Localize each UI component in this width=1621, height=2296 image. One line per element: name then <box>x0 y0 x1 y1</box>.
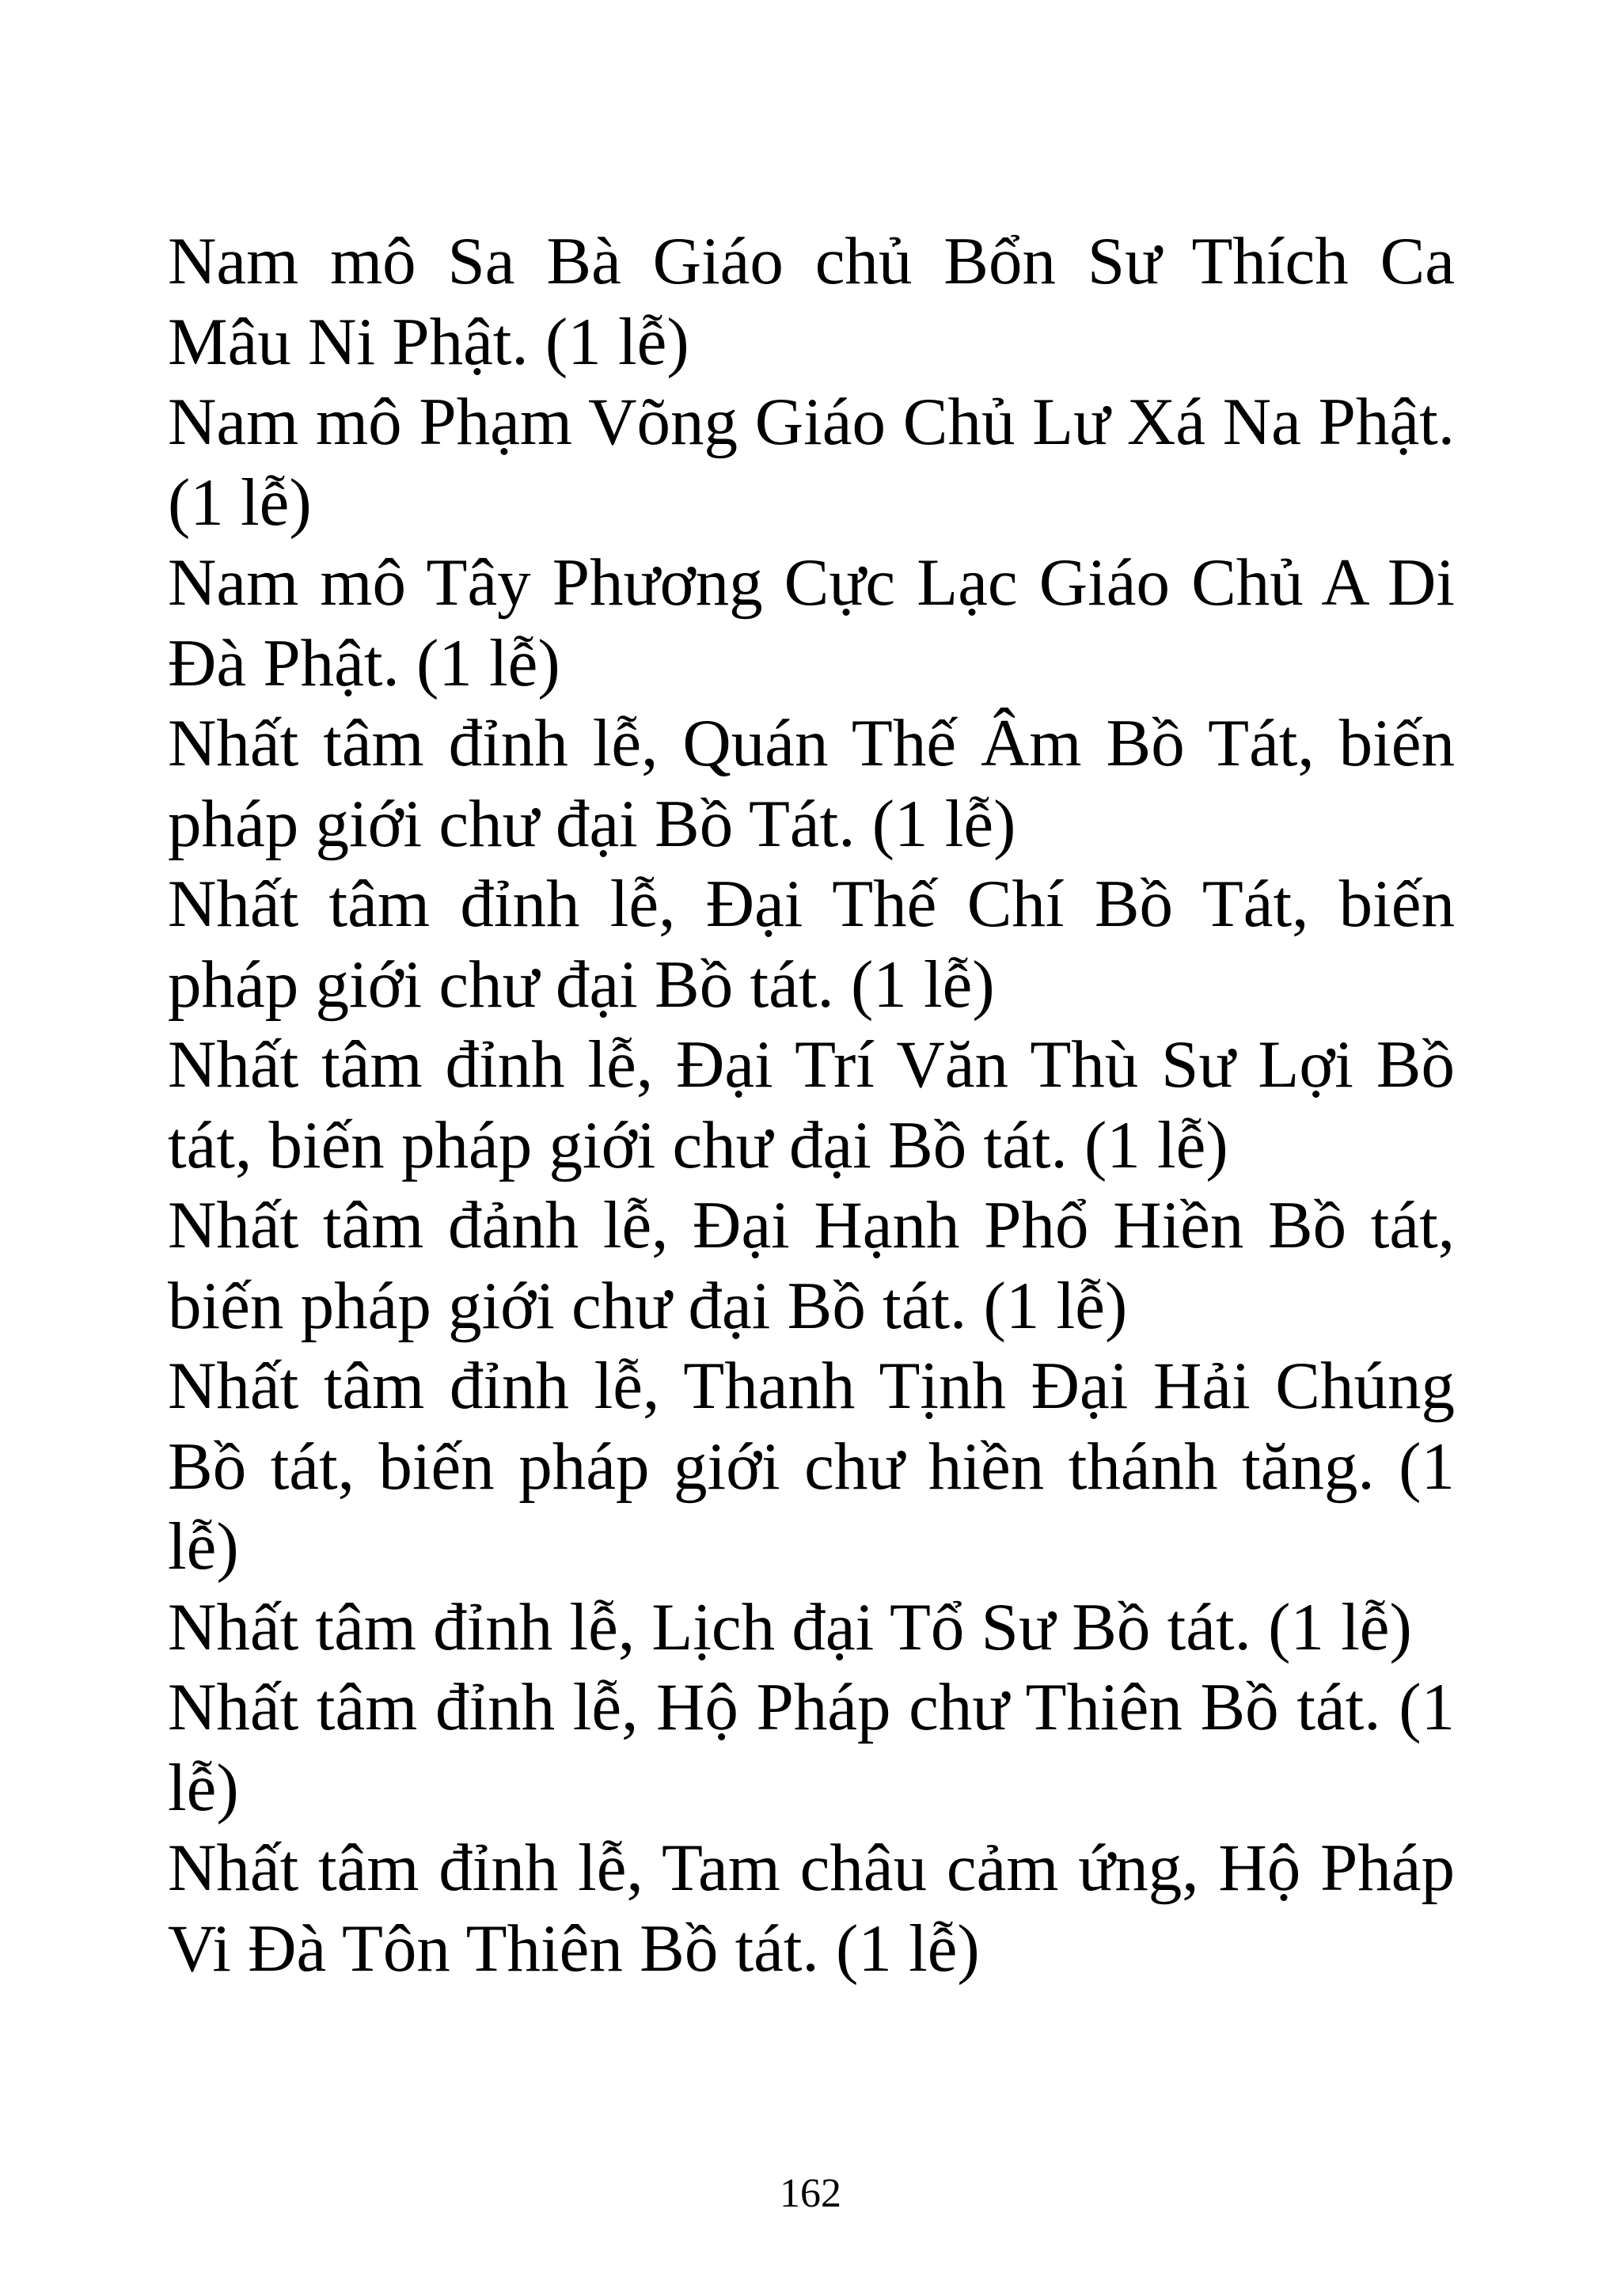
prayer-entry-6: Nhất tâm đỉnh lễ, Đại Trí Văn Thù Sư Lợi Bồ tát, biến pháp giới chư đại Bồ tát. (1 lễ) <box>168 1027 1455 1182</box>
prayer-entry-10: Nhất tâm đỉnh lễ, Hộ Pháp chư Thiên Bồ tát. (1 lễ) <box>168 1670 1455 1825</box>
body-text <box>168 222 1455 1989</box>
prayer-entry-8: Nhất tâm đỉnh lễ, Thanh Tịnh Đại Hải Chúng Bồ tát, biến pháp giới chư hiền thánh tăng. (1 lễ) <box>168 1349 1455 1584</box>
page-number: 162 <box>780 2171 841 2216</box>
prayer-entry-4: Nhất tâm đỉnh lễ, Quán Thế Âm Bồ Tát, biến pháp giới chư đại Bồ Tát. (1 lễ) <box>168 706 1455 861</box>
prayer-entry-1: Nam mô Sa Bà Giáo chủ Bổn Sư Thích Ca Mâu Ni Phật. (1 lễ) <box>168 224 1455 379</box>
prayer-entry-2: Nam mô Phạm Võng Giáo Chủ Lư Xá Na Phật. (1 lễ) <box>168 385 1455 540</box>
prayer-entry-11: Nhất tâm đỉnh lễ, Tam châu cảm ứng, Hộ Pháp Vi Đà Tôn Thiên Bồ tát. (1 lễ) <box>168 1831 1455 1986</box>
prayer-entry-9: Nhất tâm đỉnh lễ, Lịch đại Tổ Sư Bồ tát. (1 lễ) <box>168 1589 1412 1664</box>
prayer-entry-3: Nam mô Tây Phương Cực Lạc Giáo Chủ A Di Đà Phật. (1 lễ) <box>168 545 1455 700</box>
prayer-entry-5: Nhất tâm đỉnh lễ, Đại Thế Chí Bồ Tát, biến pháp giới chư đại Bồ tát. (1 lễ) <box>168 867 1455 1022</box>
prayer-entry-7: Nhất tâm đảnh lễ, Đại Hạnh Phổ Hiền Bồ tát, biến pháp giới chư đại Bồ tát. (1 lễ) <box>168 1188 1455 1343</box>
